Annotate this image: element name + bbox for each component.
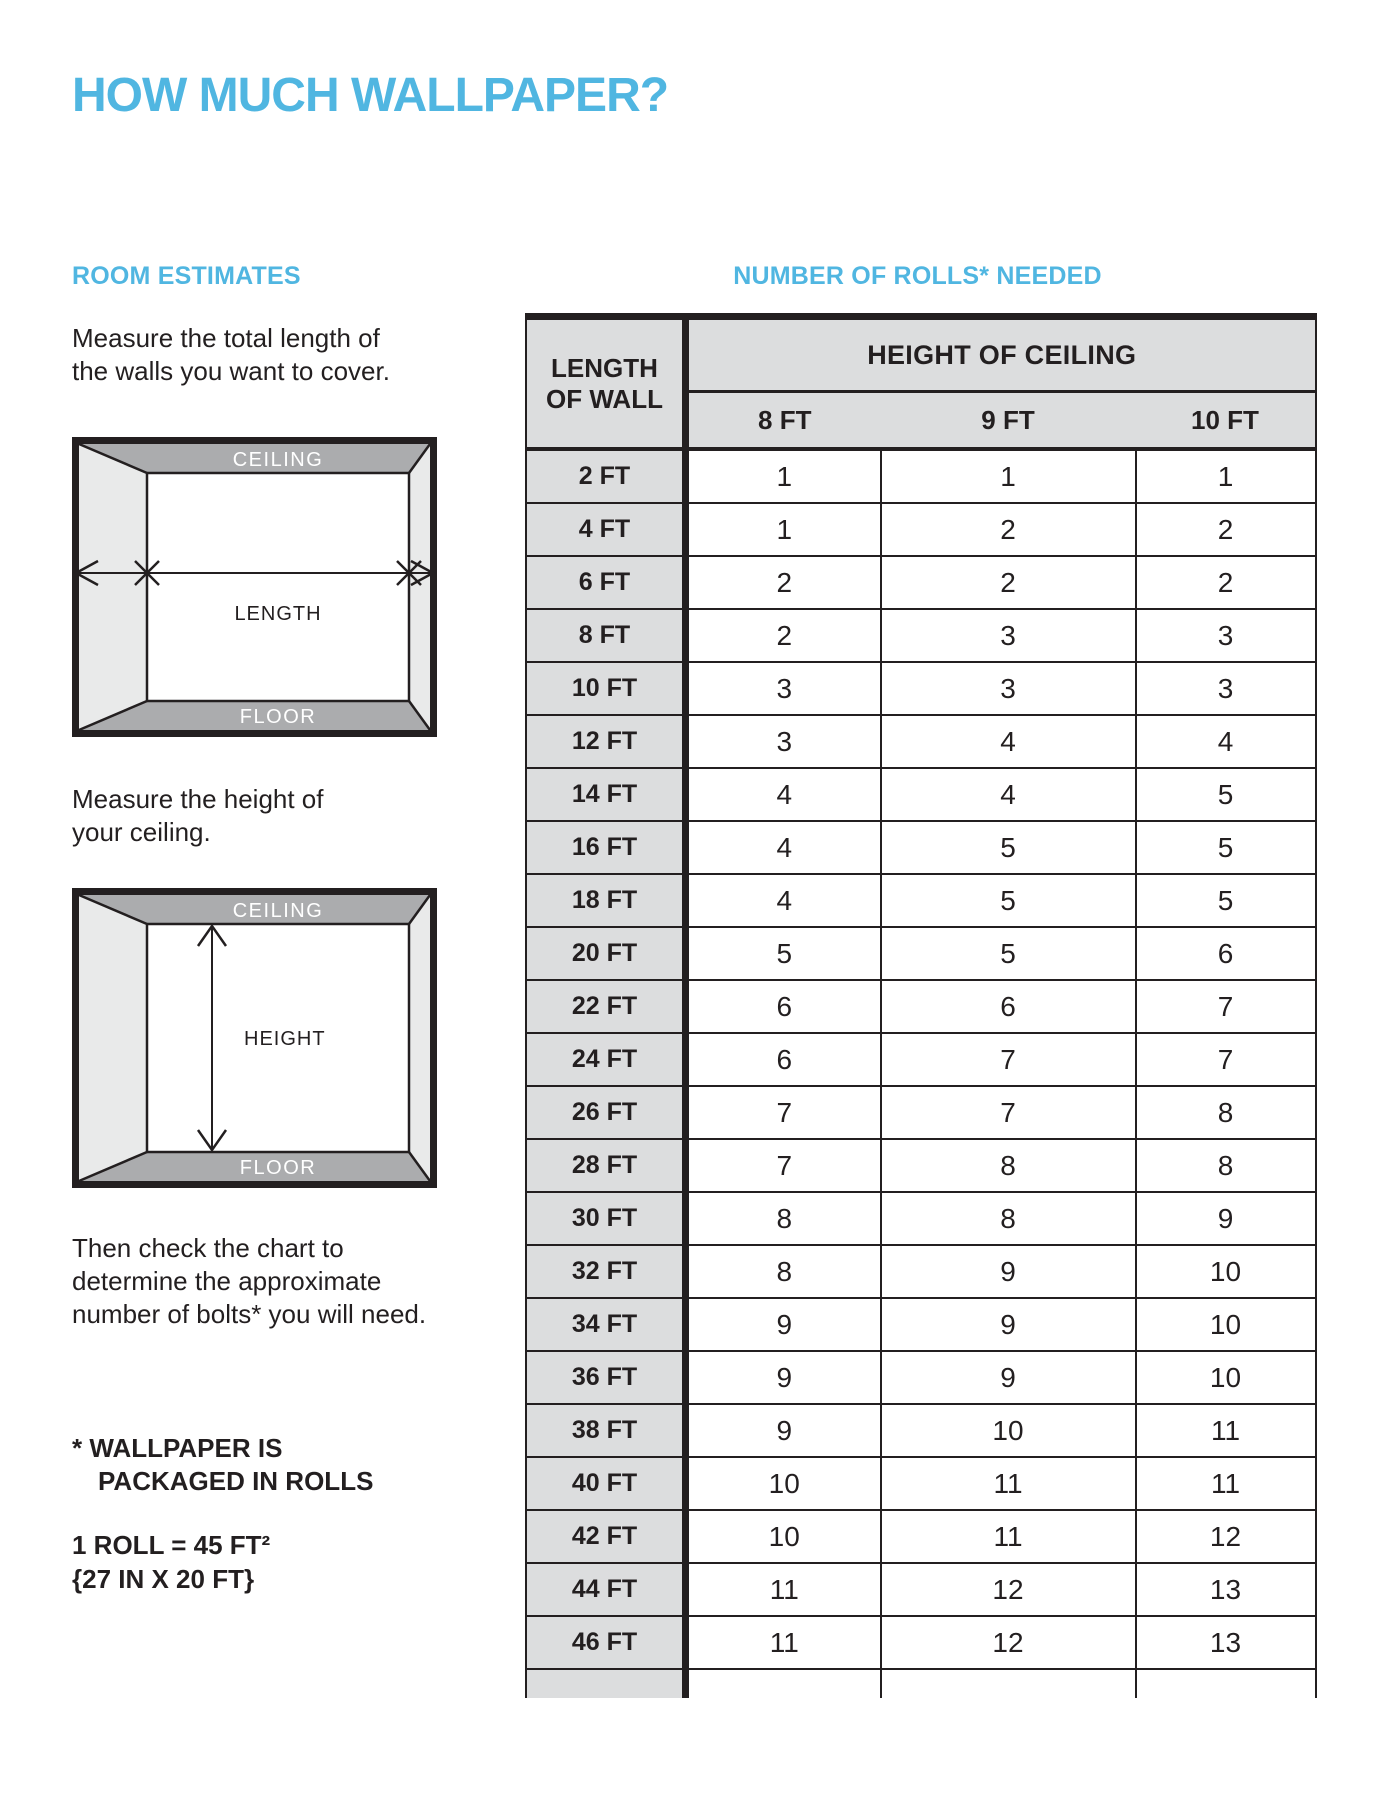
rolls-value-cell: 1 — [1136, 449, 1316, 503]
table-row — [526, 927, 1316, 980]
rolls-value-cell: 3 — [1136, 609, 1316, 662]
right-wall-panel — [409, 895, 430, 1181]
table-row — [526, 1616, 1316, 1669]
table-row — [526, 1510, 1316, 1563]
wall-length-cell: 44 FT — [526, 1563, 686, 1616]
floor-label: FLOOR — [239, 1157, 317, 1179]
wall-length-cell: 6 FT — [526, 556, 686, 609]
rolls-value-cell: 6 — [686, 980, 881, 1033]
rolls-value-cell: 4 — [881, 768, 1136, 821]
rolls-value-cell: 8 — [881, 1139, 1136, 1192]
rolls-value-cell: 7 — [686, 1086, 881, 1139]
table-row — [526, 1457, 1316, 1510]
floor-label: FLOOR — [239, 706, 317, 728]
table-row — [526, 1139, 1316, 1192]
wall-length-cell: 14 FT — [526, 768, 686, 821]
rolls-value-cell: 9 — [686, 1404, 881, 1457]
rolls-value-cell: 9 — [881, 1351, 1136, 1404]
table-row — [526, 1351, 1316, 1404]
ceiling-label: CEILING — [232, 449, 324, 471]
rolls-value-cell: 2 — [686, 609, 881, 662]
rolls-value-cell: 7 — [881, 1033, 1136, 1086]
rolls-value-cell: 6 — [1136, 927, 1316, 980]
stub-cell — [686, 1669, 881, 1698]
rolls-value-cell: 8 — [686, 1245, 881, 1298]
rolls-value-cell: 8 — [881, 1192, 1136, 1245]
instruction-line: determine the approximate — [72, 1266, 382, 1296]
roll-spec — [72, 1528, 270, 1596]
height-measure-label: HEIGHT — [244, 1028, 326, 1050]
roll-spec-line: {27 IN X 20 FT} — [72, 1564, 255, 1594]
length-of-wall-header — [526, 317, 686, 450]
instruction-line: Measure the total length of — [72, 323, 380, 353]
table-row — [526, 1192, 1316, 1245]
rolls-value-cell: 7 — [686, 1139, 881, 1192]
table-row — [526, 1086, 1316, 1139]
stub-cell — [526, 1669, 686, 1698]
rolls-value-cell: 5 — [686, 927, 881, 980]
column-header-9ft: 9 FT — [881, 392, 1136, 450]
rolls-value-cell: 4 — [686, 768, 881, 821]
rolls-value-cell: 9 — [881, 1245, 1136, 1298]
rolls-value-cell: 10 — [881, 1404, 1136, 1457]
wall-length-cell: 20 FT — [526, 927, 686, 980]
table-row — [526, 662, 1316, 715]
rolls-value-cell: 12 — [1136, 1510, 1316, 1563]
rolls-value-cell: 13 — [1136, 1563, 1316, 1616]
rolls-value-cell: 10 — [1136, 1245, 1316, 1298]
rolls-value-cell: 9 — [881, 1298, 1136, 1351]
rolls-value-cell: 12 — [881, 1616, 1136, 1669]
right-wall-panel — [409, 444, 430, 730]
rolls-value-cell: 3 — [686, 662, 881, 715]
rolls-needed-table — [525, 313, 1317, 1698]
table-row — [526, 1298, 1316, 1351]
ceiling-label: CEILING — [232, 900, 324, 922]
rolls-value-cell: 4 — [1136, 715, 1316, 768]
room-estimates-heading: ROOM ESTIMATES — [72, 262, 301, 290]
rolls-value-cell: 2 — [1136, 556, 1316, 609]
wall-length-cell: 32 FT — [526, 1245, 686, 1298]
rolls-value-cell: 8 — [686, 1192, 881, 1245]
rolls-value-cell: 4 — [881, 715, 1136, 768]
wall-length-cell: 8 FT — [526, 609, 686, 662]
room-height-diagram — [72, 888, 437, 1188]
table-row — [526, 1245, 1316, 1298]
rolls-value-cell: 9 — [686, 1351, 881, 1404]
rolls-value-cell: 10 — [686, 1457, 881, 1510]
rolls-value-cell: 5 — [1136, 874, 1316, 927]
table-row — [526, 874, 1316, 927]
table-row — [526, 980, 1316, 1033]
wall-length-cell: 26 FT — [526, 1086, 686, 1139]
table-row — [526, 1033, 1316, 1086]
wall-length-cell: 30 FT — [526, 1192, 686, 1245]
wall-length-cell: 36 FT — [526, 1351, 686, 1404]
rolls-value-cell: 6 — [881, 980, 1136, 1033]
rolls-value-cell: 7 — [881, 1086, 1136, 1139]
table-row — [526, 715, 1316, 768]
rolls-value-cell: 3 — [1136, 662, 1316, 715]
column-header-10ft: 10 FT — [1136, 392, 1316, 450]
wall-length-cell: 10 FT — [526, 662, 686, 715]
room-length-diagram — [72, 437, 437, 737]
rolls-value-cell: 11 — [686, 1563, 881, 1616]
roll-spec-line: 1 ROLL = 45 FT² — [72, 1530, 271, 1560]
rolls-value-cell: 8 — [1136, 1086, 1316, 1139]
wall-length-cell: 34 FT — [526, 1298, 686, 1351]
rolls-value-cell: 13 — [1136, 1616, 1316, 1669]
column-header-8ft: 8 FT — [686, 392, 881, 450]
rolls-value-cell: 11 — [881, 1510, 1136, 1563]
rolls-value-cell: 5 — [881, 927, 1136, 980]
table-row — [526, 1563, 1316, 1616]
wall-length-cell: 22 FT — [526, 980, 686, 1033]
rolls-value-cell: 3 — [881, 609, 1136, 662]
footnote-line: * WALLPAPER IS — [72, 1433, 283, 1463]
height-of-ceiling-header: HEIGHT OF CEILING — [686, 317, 1316, 392]
length-measure-label: LENGTH — [234, 603, 322, 625]
rolls-value-cell: 1 — [881, 449, 1136, 503]
instruction-line: your ceiling. — [72, 817, 211, 847]
table-row — [526, 609, 1316, 662]
back-wall-panel — [147, 473, 409, 701]
page-title: HOW MUCH WALLPAPER? — [72, 69, 669, 122]
instruction-measure-height — [72, 783, 324, 849]
left-wall-panel — [79, 895, 147, 1181]
rolls-value-cell: 7 — [1136, 980, 1316, 1033]
table-bottom-stub — [526, 1669, 1316, 1698]
instruction-line: the walls you want to cover. — [72, 356, 390, 386]
wall-length-cell: 4 FT — [526, 503, 686, 556]
wall-length-cell: 40 FT — [526, 1457, 686, 1510]
table-row — [526, 556, 1316, 609]
instruction-line: Then check the chart to — [72, 1233, 344, 1263]
instruction-line: Measure the height of — [72, 784, 324, 814]
rolls-value-cell: 4 — [686, 821, 881, 874]
wall-length-cell: 42 FT — [526, 1510, 686, 1563]
wall-length-cell: 12 FT — [526, 715, 686, 768]
rolls-value-cell: 2 — [1136, 503, 1316, 556]
rolls-value-cell: 11 — [686, 1616, 881, 1669]
wallpaper-rolls-footnote — [72, 1432, 373, 1498]
rolls-value-cell: 9 — [686, 1298, 881, 1351]
rolls-value-cell: 5 — [1136, 821, 1316, 874]
table-row — [526, 1404, 1316, 1457]
rolls-value-cell: 7 — [1136, 1033, 1316, 1086]
rolls-value-cell: 5 — [1136, 768, 1316, 821]
wall-length-cell: 46 FT — [526, 1616, 686, 1669]
table-row — [526, 503, 1316, 556]
table-row — [526, 449, 1316, 503]
rolls-value-cell: 4 — [686, 874, 881, 927]
rolls-value-cell: 10 — [686, 1510, 881, 1563]
wall-length-cell: 28 FT — [526, 1139, 686, 1192]
rolls-value-cell: 1 — [686, 503, 881, 556]
wall-length-cell: 2 FT — [526, 449, 686, 503]
rolls-value-cell: 10 — [1136, 1298, 1316, 1351]
wall-length-cell: 18 FT — [526, 874, 686, 927]
instruction-line: number of bolts* you will need. — [72, 1299, 427, 1329]
rolls-value-cell: 10 — [1136, 1351, 1316, 1404]
rolls-value-cell: 3 — [686, 715, 881, 768]
table-row — [526, 768, 1316, 821]
table-row — [526, 821, 1316, 874]
header-line: OF WALL — [546, 383, 663, 414]
rolls-value-cell: 12 — [881, 1563, 1136, 1616]
table-body — [526, 449, 1316, 1698]
rolls-value-cell: 11 — [1136, 1457, 1316, 1510]
rolls-value-cell: 9 — [1136, 1192, 1316, 1245]
rolls-value-cell: 2 — [881, 556, 1136, 609]
instruction-measure-length — [72, 322, 390, 388]
wall-length-cell: 16 FT — [526, 821, 686, 874]
rolls-value-cell: 5 — [881, 874, 1136, 927]
table-header-row-1 — [526, 317, 1316, 392]
rolls-value-cell: 5 — [881, 821, 1136, 874]
stub-cell — [881, 1669, 1136, 1698]
rolls-value-cell: 11 — [881, 1457, 1136, 1510]
left-wall-panel — [79, 444, 147, 730]
rolls-value-cell: 2 — [881, 503, 1136, 556]
rolls-value-cell: 6 — [686, 1033, 881, 1086]
wall-length-cell: 38 FT — [526, 1404, 686, 1457]
header-line: LENGTH — [551, 352, 658, 383]
rolls-value-cell: 1 — [686, 449, 881, 503]
rolls-value-cell: 8 — [1136, 1139, 1316, 1192]
footnote-line: PACKAGED IN ROLLS — [98, 1466, 374, 1496]
wall-length-cell: 24 FT — [526, 1033, 686, 1086]
instruction-check-chart — [72, 1232, 426, 1331]
rolls-value-cell: 3 — [881, 662, 1136, 715]
rolls-needed-heading: NUMBER OF ROLLS* NEEDED — [733, 262, 1102, 290]
rolls-value-cell: 11 — [1136, 1404, 1316, 1457]
stub-cell — [1136, 1669, 1316, 1698]
rolls-value-cell: 2 — [686, 556, 881, 609]
